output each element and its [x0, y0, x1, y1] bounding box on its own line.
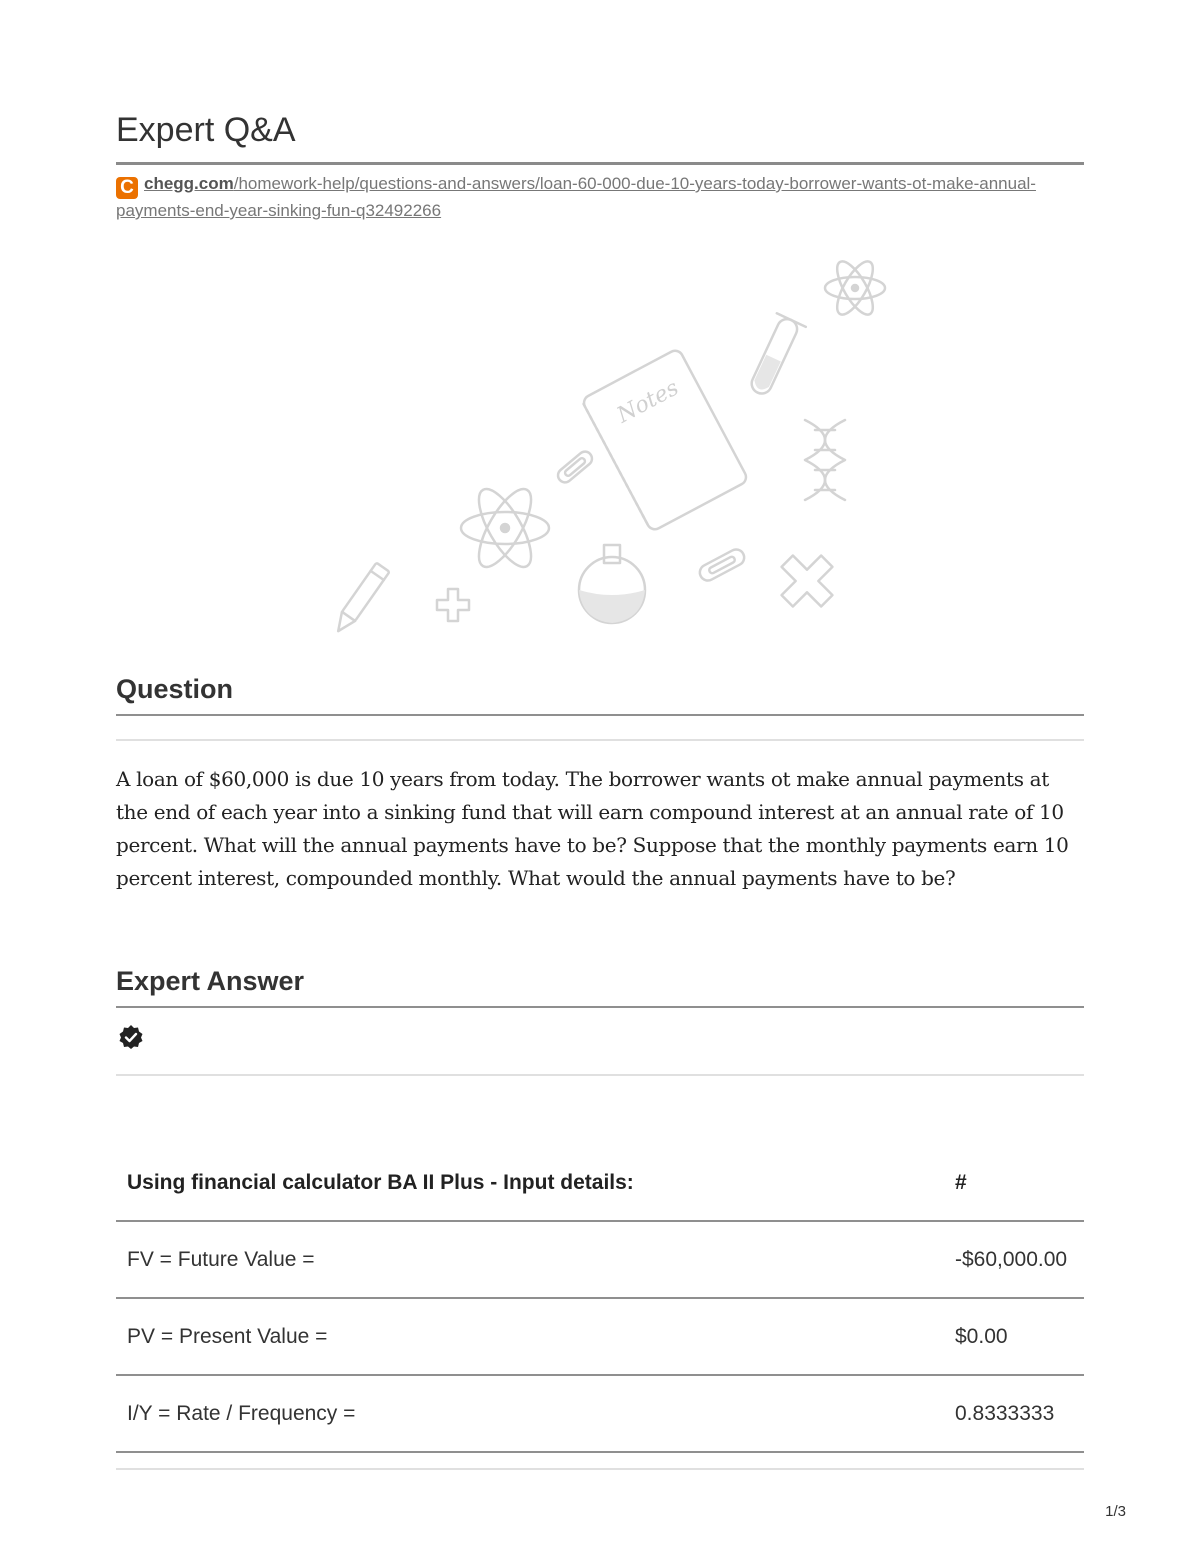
- multiply-icon: [767, 541, 846, 620]
- source-domain: chegg.com: [144, 174, 234, 193]
- table-row: [116, 1375, 1084, 1452]
- flask-icon: [579, 545, 645, 623]
- table-row: [116, 1221, 1084, 1298]
- table-cell-value: $0.00: [955, 1324, 1008, 1348]
- title-divider: [116, 162, 1084, 165]
- question-divider-light: [116, 739, 1084, 741]
- question-heading: Question: [116, 674, 234, 704]
- table-header-label: Using financial calculator BA II Plus - Input details:: [127, 1170, 634, 1194]
- page-title: Expert Q&A: [116, 111, 296, 149]
- page-number: 1/3: [1105, 1503, 1126, 1520]
- answer-divider-light: [116, 1074, 1084, 1076]
- table-cell-value: 0.8333333: [955, 1401, 1055, 1425]
- answer-divider: [116, 1006, 1084, 1008]
- source-link-block: [116, 172, 1084, 223]
- atom-icon: [461, 482, 549, 574]
- notebook-icon: [581, 348, 749, 532]
- pencil-icon: [332, 563, 390, 636]
- plus-icon: [437, 589, 469, 621]
- table-header-row: [116, 1143, 1084, 1221]
- test-tube-icon: [743, 313, 806, 399]
- table-row: [116, 1298, 1084, 1375]
- dna-icon: [805, 420, 845, 500]
- question-divider: [116, 714, 1084, 716]
- table-bottom-divider: [116, 1468, 1084, 1470]
- chegg-logo-icon: C: [116, 177, 138, 199]
- paperclip-icon: [697, 547, 747, 584]
- table-cell-label: FV = Future Value =: [127, 1247, 315, 1271]
- source-path: /homework-help/questions-and-answers/loan-60-000-due-10-years-today-borrower-wants-ot-make-annual-payments-end-year-sinking-fun-q32492266: [116, 174, 1036, 220]
- paperclip-icon: [555, 449, 595, 485]
- source-link[interactable]: [116, 174, 1036, 220]
- study-doodle-illustration: [320, 245, 900, 645]
- table-cell-value: -$60,000.00: [955, 1247, 1068, 1271]
- table-cell-label: PV = Present Value =: [127, 1324, 328, 1348]
- atom-icon: [825, 257, 885, 320]
- question-text: A loan of $60,000 is due 10 years from today. The borrower wants ot make annual payments at the end of each year into a sinking fund that will earn compound interest at an annual rate of 10 percent. What will the annual payments have to be? Suppose that the monthly payments earn 10 percent interest, compounded monthly. What would the annual payments have to be?: [116, 767, 1069, 890]
- notebook-label: Notes: [613, 375, 683, 429]
- table-cell-label: I/Y = Rate / Frequency =: [127, 1401, 356, 1425]
- expert-answer-heading: Expert Answer: [116, 966, 305, 996]
- table-header-value: #: [955, 1170, 967, 1194]
- calculator-input-table: [116, 1143, 1084, 1453]
- verified-badge-icon: [118, 1024, 144, 1050]
